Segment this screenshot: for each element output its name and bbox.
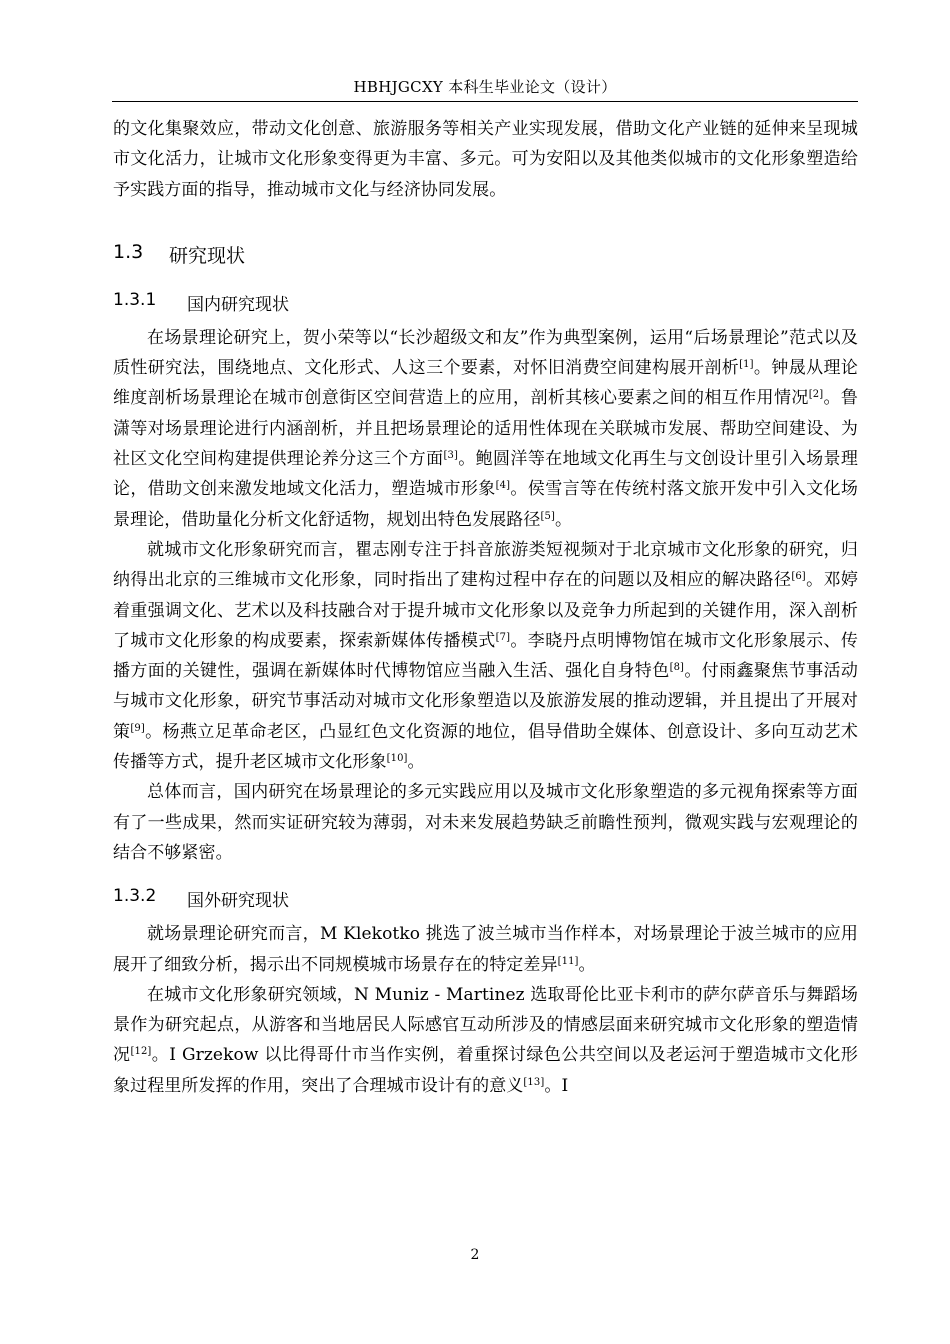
text-run: 在场景理论研究上，贺小荣等以“长沙超级文和友”作为典型案例，运用“后场景理论”范式以及质性研究法，围绕地点、文化形式、人这三个要素，对怀旧消费空间建构展开剖析 bbox=[113, 327, 858, 379]
citation-ref: [4] bbox=[495, 480, 511, 492]
citation-ref: [3] bbox=[443, 450, 458, 462]
citation-ref: [12] bbox=[130, 1046, 152, 1058]
text-run: 。杨燕立足革命老区，凸显红色文化资源的地位，倡导借助全媒体、创意设计、多向互动艺术传播等方式，提升老区城市文化形象 bbox=[113, 721, 858, 773]
citation-ref: [10] bbox=[386, 753, 408, 765]
text-run: 。钟晟从理论维度剖析场景理论在城市创意街区空间营造上的应用，剖析其核心要素之间的相互作用情况 bbox=[113, 358, 858, 409]
domestic-summary-paragraph: 总体而言，国内研究在场景理论的多元实践应用以及城市文化形象塑造的多元视角探索等方面有了一些成果，然而实证研究较为薄弱，对未来发展趋势缺乏前瞻性预判，微观实践与宏观理论的结合不够紧密。 bbox=[113, 782, 858, 863]
section-heading-1-3 bbox=[113, 241, 858, 268]
text-run: 。I bbox=[544, 1075, 569, 1096]
citation-ref: [9] bbox=[130, 722, 145, 734]
subsection-number: 1.3.2 bbox=[113, 886, 157, 907]
text-run: 。鲁潇等对场景理论进行内涵剖析，并且把场景理论的适用性体现在关联城市发展、帮助空间建设、为社区文化空间构建提供理论养分这三个方面 bbox=[113, 388, 859, 470]
subsection-title: 国内研究现状 bbox=[187, 294, 289, 315]
section-title: 研究现状 bbox=[169, 244, 246, 267]
text-run: 就场景理论研究而言，M Klekotko 挑选了波兰城市当作样本，对场景理论于波兰城市的应用展开了细致分析，揭示出不同规模城市场景存在的特定差异 bbox=[113, 924, 858, 975]
domestic-scene-theory-paragraph bbox=[113, 323, 858, 535]
subsection-heading-1-3-1 bbox=[113, 290, 858, 315]
foreign-scene-theory-paragraph bbox=[113, 919, 858, 980]
domestic-city-image-paragraph bbox=[113, 535, 858, 777]
citation-ref: [11] bbox=[557, 955, 579, 967]
section-number: 1.3 bbox=[113, 240, 144, 263]
citation-ref: [7] bbox=[495, 631, 511, 643]
citation-ref: [8] bbox=[669, 662, 685, 674]
text-run: 。李晓丹点明博物馆在城市文化形象展示、传播方面的关键性，强调在新媒体时代博物馆应当融入生活、强化自身特色 bbox=[113, 630, 858, 682]
subsection-number: 1.3.1 bbox=[113, 289, 157, 310]
page-number: 2 bbox=[470, 1247, 480, 1263]
text-run: 。邓婷着重强调文化、艺术以及科技融合对于提升城市文化形象以及竞争力所起到的关键作用，深入剖析了城市文化形象的构成要素，探索新媒体传播模式 bbox=[113, 570, 858, 651]
citation-ref: [6] bbox=[791, 571, 806, 583]
header-divider bbox=[112, 101, 858, 102]
text-run: 在城市文化形象研究领域，N Muniz - Martinez 选取哥伦比亚卡利市的萨尔萨音乐与舞蹈场景作为研究起点，从游客和当地居民人际感官互动所涉及的情感层面来研究城市文化形象的塑造情况 bbox=[113, 984, 858, 1066]
citation-ref: [1] bbox=[739, 359, 754, 371]
citation-ref: [13] bbox=[523, 1076, 545, 1088]
citation-ref: [2] bbox=[808, 389, 824, 401]
text-run: 。 bbox=[407, 752, 425, 773]
text-run: 。鲍圆洋等在地域文化再生与文创设计里引入场景理论，借助文创来激发地域文化活力，塑造城市形象 bbox=[113, 449, 858, 500]
text-run: 。付雨鑫聚焦节事活动与城市文化形象，研究节事活动对城市文化形象塑造以及旅游发展的推动逻辑，并且提出了开展对策 bbox=[113, 661, 858, 742]
text-run: 。侯雪言等在传统村落文旅开发中引入文化场景理论，借助量化分析文化舒适物，规划出特色发展路径 bbox=[113, 479, 858, 530]
running-header: HBHJGCXY 本科生毕业论文（设计） bbox=[353, 78, 617, 96]
intro-paragraph: 的文化集聚效应，带动文化创意、旅游服务等相关产业实现发展，借助文化产业链的延伸来呈现城市文化活力，让城市文化形象变得更为丰富、多元。可为安阳以及其他类似城市的文化形象塑造给予实践方面的指导，推动城市文化与经济协同发展。 bbox=[113, 119, 858, 200]
text-run: 就城市文化形象研究而言，瞿志刚专注于抖音旅游类短视频对于北京城市文化形象的研究，归纳得出北京的三维城市文化形象，同时指出了建构过程中存在的问题以及相应的解决路径 bbox=[113, 539, 858, 591]
text-run: 。I Grzekow 以比得哥什市当作实例，着重探讨绿色公共空间以及老运河于塑造城市文化形象过程里所发挥的作用，突出了合理城市设计有的意义 bbox=[113, 1045, 858, 1096]
page-body bbox=[113, 114, 858, 1101]
subsection-heading-1-3-2 bbox=[113, 886, 858, 911]
foreign-city-image-paragraph bbox=[113, 980, 858, 1101]
text-run: 。 bbox=[554, 509, 573, 530]
subsection-title: 国外研究现状 bbox=[187, 891, 289, 912]
text-run: 。 bbox=[578, 954, 596, 975]
citation-ref: [5] bbox=[540, 510, 555, 522]
